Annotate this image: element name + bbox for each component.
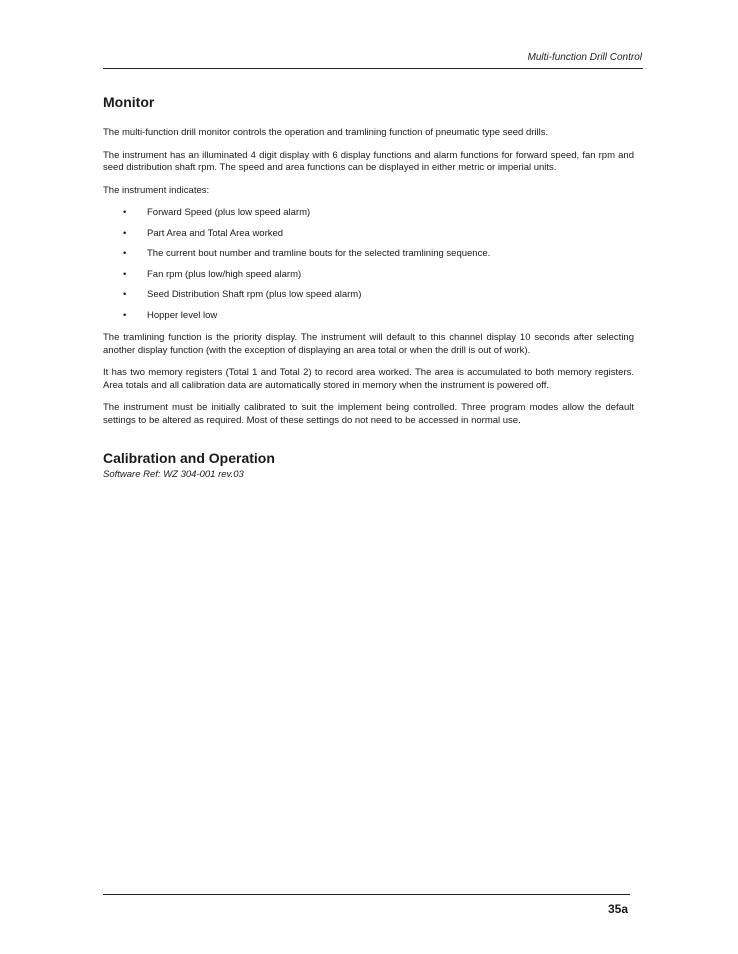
bullet-icon: • — [123, 207, 127, 218]
page-number: 35a — [607, 902, 628, 916]
page-content — [103, 93, 634, 482]
list-item-text: Forward Speed (plus low speed alarm) — [147, 207, 311, 218]
monitor-paragraph: The instrument has an illuminated 4 digit display with 6 display functions and alarm functions for forward speed, fan rpm and seed distribution shaft rpm. The speed and area functions can be displayed in either metric or imperial units. — [103, 149, 634, 173]
list-item — [123, 207, 634, 220]
software-reference: Software Ref: WZ 304-001 rev.03 — [103, 469, 244, 480]
list-item — [123, 269, 634, 282]
calibration-heading: Calibration and Operation — [103, 450, 275, 466]
monitor-paragraph: The multi-function drill monitor controls the operation and tramlining function of pneumatic type seed drills. — [103, 127, 549, 138]
monitor-paragraph: The tramlining function is the priority display. The instrument will default to this channel display 10 seconds after selecting another display function (with the exception of displaying an area total or when the drill is out of work). — [103, 332, 634, 356]
running-header: Multi-function Drill Control — [527, 52, 642, 63]
bullet-icon: • — [123, 227, 127, 239]
bullet-icon: • — [123, 309, 127, 321]
monitor-paragraph: The instrument must be initially calibrated to suit the implement being controlled. Three program modes allow the default settings to be altered as required. Most of these settings do not need to be accessed in normal use. — [103, 402, 634, 426]
bullet-icon: • — [123, 248, 127, 259]
list-item-text: Hopper level low — [147, 309, 218, 321]
list-item — [123, 289, 634, 302]
monitor-paragraph: It has two memory registers (Total 1 and Total 2) to record area worked. The area is accumulated to both memory registers. Area totals and all calibration data are automatically stored in memory when the instrument is powered off. — [103, 367, 634, 391]
list-item — [123, 248, 634, 261]
list-item-text: The current bout number and tramline bouts for the selected tramlining sequence. — [147, 248, 491, 259]
bullet-icon: • — [123, 268, 127, 280]
bullet-icon: • — [123, 289, 127, 300]
monitor-heading: Monitor — [103, 94, 155, 110]
footer-divider — [103, 894, 630, 895]
indicates-list — [103, 207, 634, 322]
list-item-text: Part Area and Total Area worked — [147, 227, 284, 239]
list-item — [123, 228, 634, 241]
list-item-text: Seed Distribution Shaft rpm (plus low speed alarm) — [147, 289, 362, 300]
list-item — [123, 310, 634, 323]
list-item-text: Fan rpm (plus low/high speed alarm) — [147, 268, 302, 280]
monitor-paragraph: The instrument indicates: — [103, 184, 210, 196]
header-divider — [103, 68, 643, 69]
